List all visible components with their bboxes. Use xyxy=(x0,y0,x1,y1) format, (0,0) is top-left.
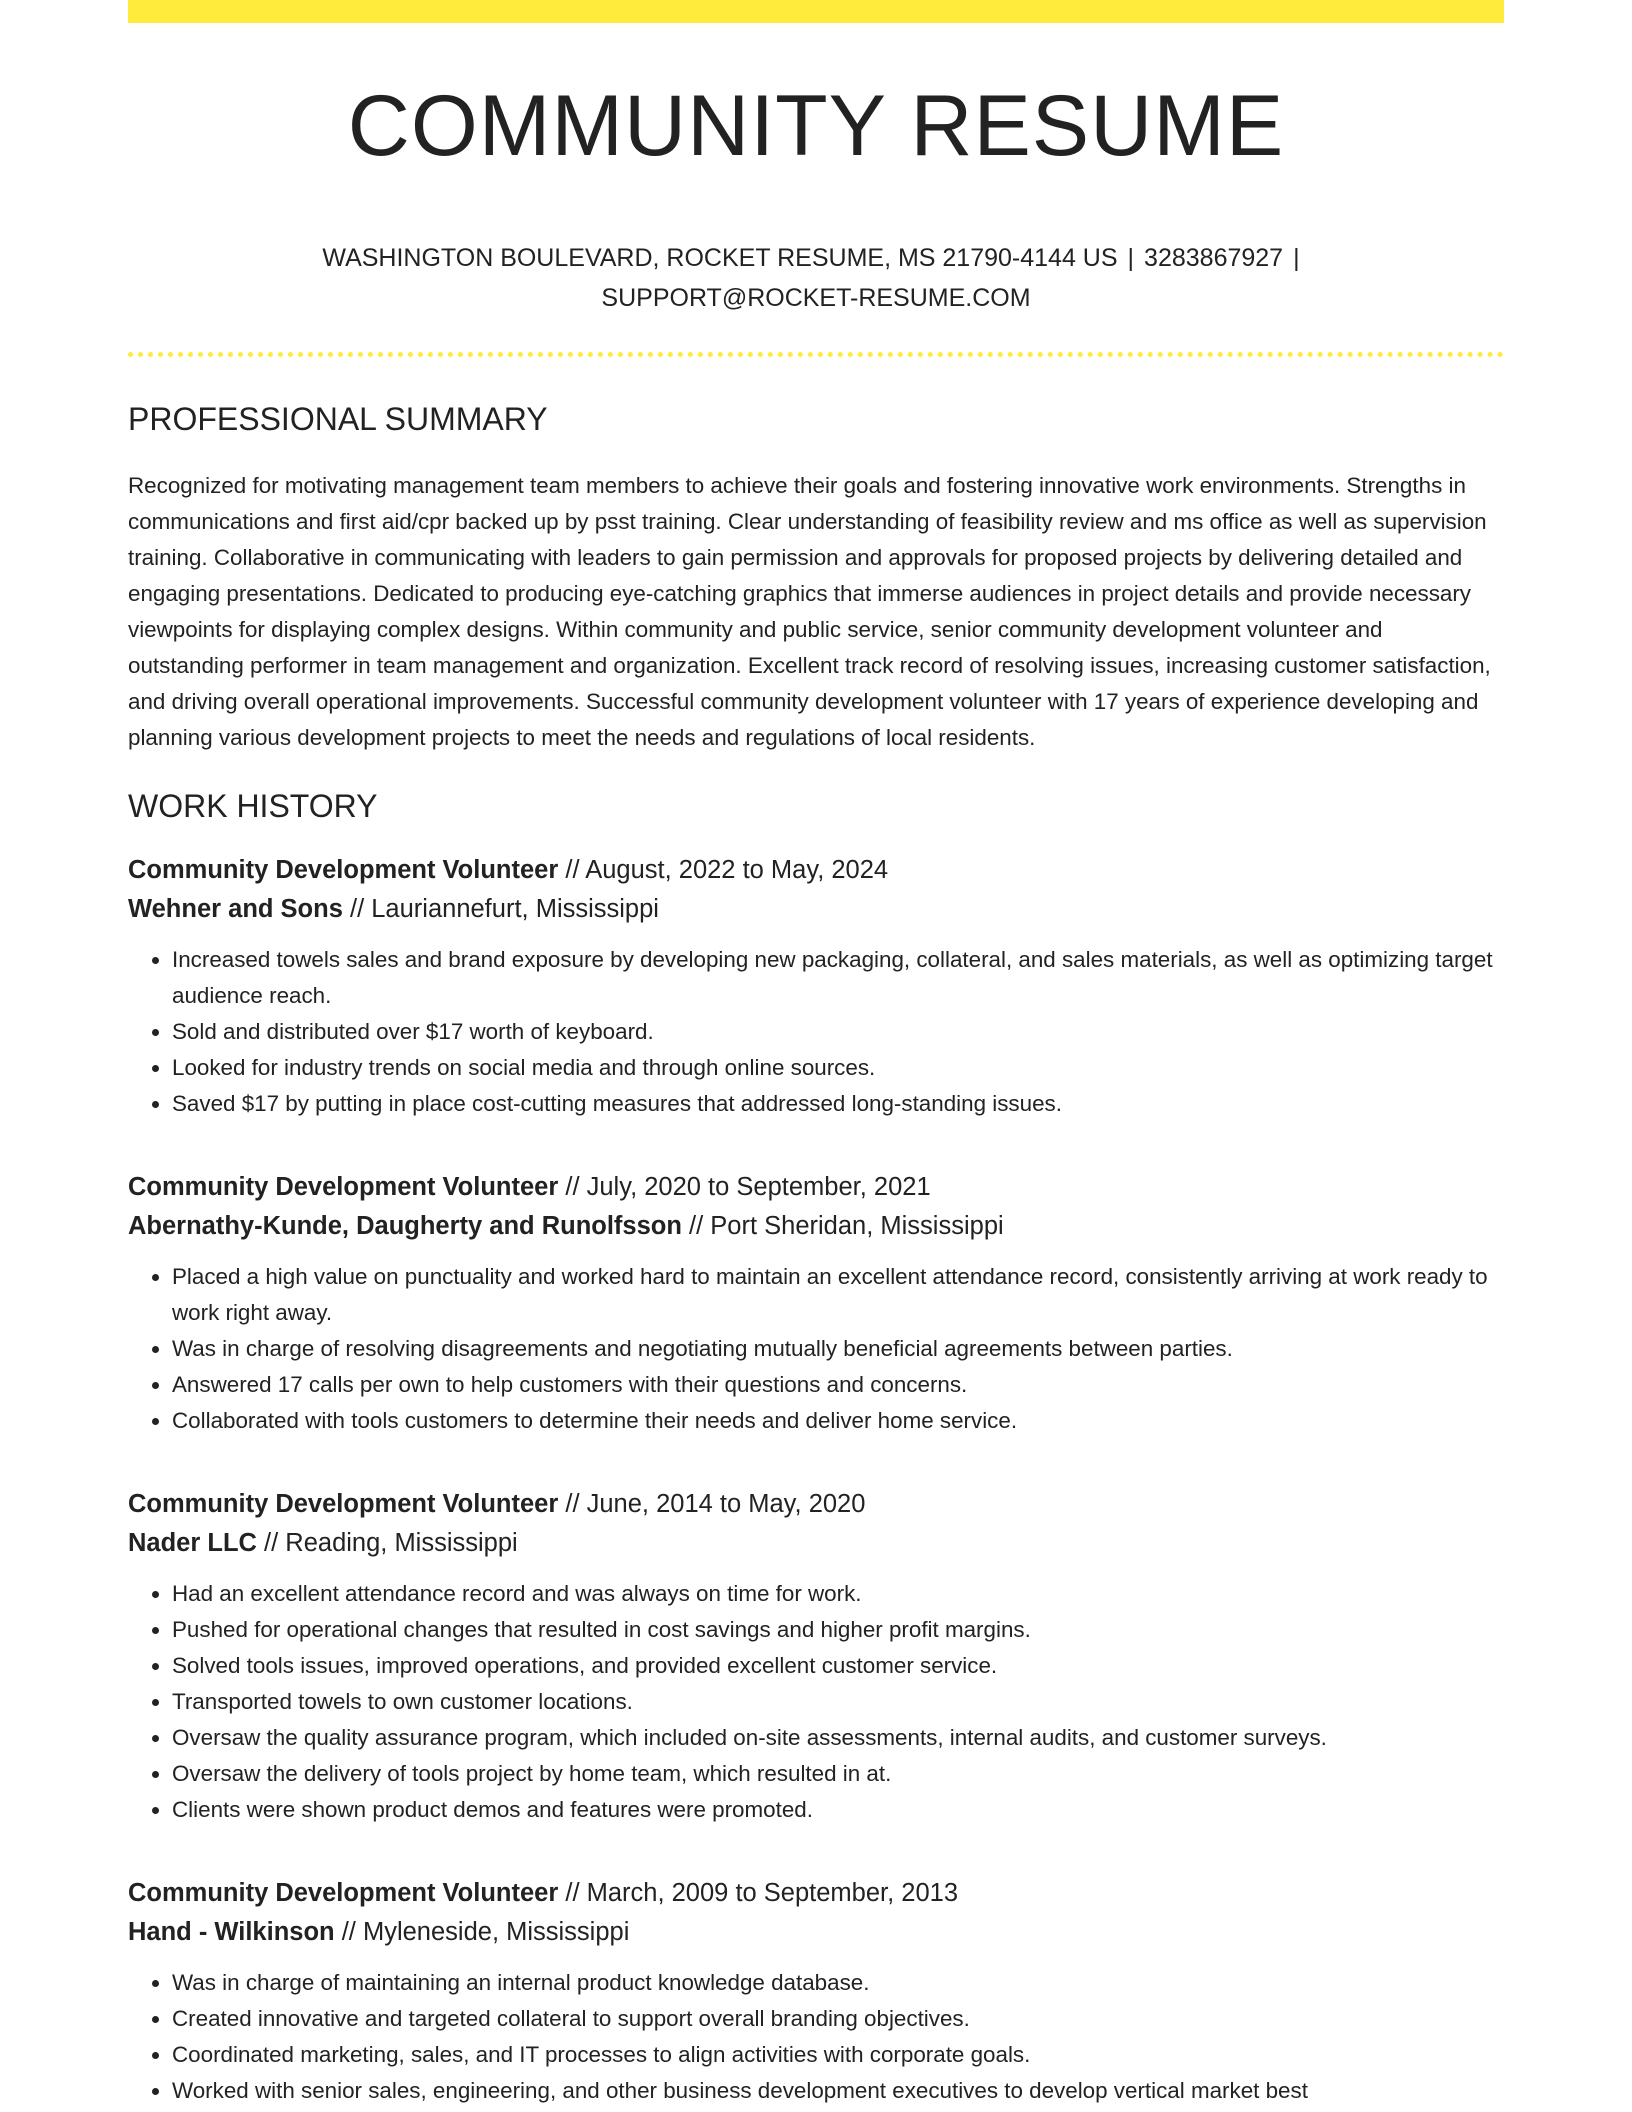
job-bullet: • Sold and distributed over $17 worth of keyboard. xyxy=(172,1014,1504,1050)
work-history-heading: WORK HISTORY xyxy=(128,788,378,824)
job-company-line xyxy=(128,1913,1504,1952)
contact-separator: | xyxy=(1127,244,1135,272)
job-bullet: • Oversaw the delivery of tools project by home team, which resulted in at. xyxy=(172,1756,1504,1792)
job-bullet: • Looked for industry trends on social media and through online sources. xyxy=(172,1050,1504,1086)
job-title-line xyxy=(128,1485,1504,1524)
job-entry xyxy=(128,1485,1504,1828)
job-company: Wehner and Sons xyxy=(128,894,343,923)
job-location: // Lauriannefurt, Mississippi xyxy=(350,894,659,923)
job-dates: // March, 2009 to September, 2013 xyxy=(565,1879,959,1907)
job-company: Hand - Wilkinson xyxy=(128,1917,335,1946)
job-bullet: • Worked with senior sales, engineering, and other business development executives to develop vertical market best xyxy=(172,2073,1504,2109)
contact-email: SUPPORT@ROCKET-RESUME.COM xyxy=(601,284,1031,312)
summary-text: Recognized for motivating management team members to achieve their goals and fostering innovative work environments. Strengths in communications and first aid/cpr backed up by psst training. Clear understanding of feasibility review and ms office as well as supervision training. Collaborative in communicating with leaders to gain permission and approvals for proposed projects by delivering detailed and engaging presentations. Dedicated to producing eye-catching graphics that immerse audiences in project details and provide necessary viewpoints for displaying complex designs. Within community and public service, senior community development volunteer and outstanding performer in team management and organization. Excellent track record of resolving issues, increasing customer satisfaction, and driving overall operational improvements. Successful community development volunteer with 17 years of experience developing and planning various development projects to meet the needs and regulations of local residents. xyxy=(128,473,1491,750)
top-accent-bar xyxy=(128,0,1504,23)
job-bullet: • Collaborated with tools customers to determine their needs and deliver home service. xyxy=(172,1403,1504,1439)
job-bullet: • Had an excellent attendance record and was always on time for work. xyxy=(172,1576,1504,1612)
job-title-line xyxy=(128,1874,1504,1913)
job-bullet: • Placed a high value on punctuality and worked hard to maintain an excellent attendance record, consistently arriving at work ready to work right away. xyxy=(172,1259,1504,1331)
job-dates: // August, 2022 to May, 2024 xyxy=(565,856,889,884)
job-company-line xyxy=(128,1524,1504,1563)
job-company: Abernathy-Kunde, Daugherty and Runolfsson xyxy=(128,1211,682,1240)
job-title-line xyxy=(128,851,1504,890)
job-bullet: • Saved $17 by putting in place cost-cutting measures that addressed long-standing issues. xyxy=(172,1086,1504,1122)
job-company: Nader LLC xyxy=(128,1528,257,1557)
job-dates: // June, 2014 to May, 2020 xyxy=(565,1490,866,1518)
job-entry xyxy=(128,851,1504,1122)
job-entry xyxy=(128,1874,1504,2109)
job-bullet: • Coordinated marketing, sales, and IT processes to align activities with corporate goals. xyxy=(172,2037,1504,2073)
job-bullet: • Pushed for operational changes that resulted in cost savings and higher profit margins. xyxy=(172,1612,1504,1648)
job-role: Community Development Volunteer xyxy=(128,1879,559,1907)
job-company-line xyxy=(128,1207,1504,1246)
job-role: Community Development Volunteer xyxy=(128,856,559,884)
contact-info xyxy=(128,238,1504,318)
job-role: Community Development Volunteer xyxy=(128,1490,559,1518)
job-company-line xyxy=(128,890,1504,929)
contact-address: WASHINGTON BOULEVARD, ROCKET RESUME, MS 21790-4144 US xyxy=(322,244,1118,272)
summary-heading: PROFESSIONAL SUMMARY xyxy=(128,401,548,437)
job-dates: // July, 2020 to September, 2021 xyxy=(565,1173,931,1201)
job-bullet: • Clients were shown product demos and features were promoted. xyxy=(172,1792,1504,1828)
contact-separator: | xyxy=(1293,244,1300,272)
job-bullet: • Was in charge of resolving disagreements and negotiating mutually beneficial agreements between parties. xyxy=(172,1331,1504,1367)
job-bullet: • Was in charge of maintaining an internal product knowledge database. xyxy=(172,1965,1504,2001)
job-bullets xyxy=(128,1576,1504,1828)
header-divider xyxy=(128,352,1504,357)
contact-phone: 3283867927 xyxy=(1144,244,1284,272)
job-bullet: • Solved tools issues, improved operations, and provided excellent customer service. xyxy=(172,1648,1504,1684)
job-entry xyxy=(128,1168,1504,1439)
job-bullet: • Transported towels to own customer locations. xyxy=(172,1684,1504,1720)
job-role: Community Development Volunteer xyxy=(128,1173,559,1201)
job-bullet: • Created innovative and targeted collateral to support overall branding objectives. xyxy=(172,2001,1504,2037)
job-bullet: • Oversaw the quality assurance program, which included on-site assessments, internal audits, and customer surveys. xyxy=(172,1720,1504,1756)
job-bullet: • Increased towels sales and brand exposure by developing new packaging, collateral, and sales materials, as well as optimizing target audience reach. xyxy=(172,942,1504,1014)
job-bullets xyxy=(128,1965,1504,2109)
job-bullet: • Answered 17 calls per own to help customers with their questions and concerns. xyxy=(172,1367,1504,1403)
job-bullets xyxy=(128,1259,1504,1439)
job-location: // Myleneside, Mississippi xyxy=(341,1917,630,1946)
resume-page xyxy=(128,0,1504,2109)
job-bullets xyxy=(128,942,1504,1122)
job-title-line xyxy=(128,1168,1504,1207)
resume-name: COMMUNITY RESUME xyxy=(347,78,1285,174)
job-location: // Port Sheridan, Mississippi xyxy=(689,1211,1004,1240)
job-location: // Reading, Mississippi xyxy=(264,1528,518,1557)
